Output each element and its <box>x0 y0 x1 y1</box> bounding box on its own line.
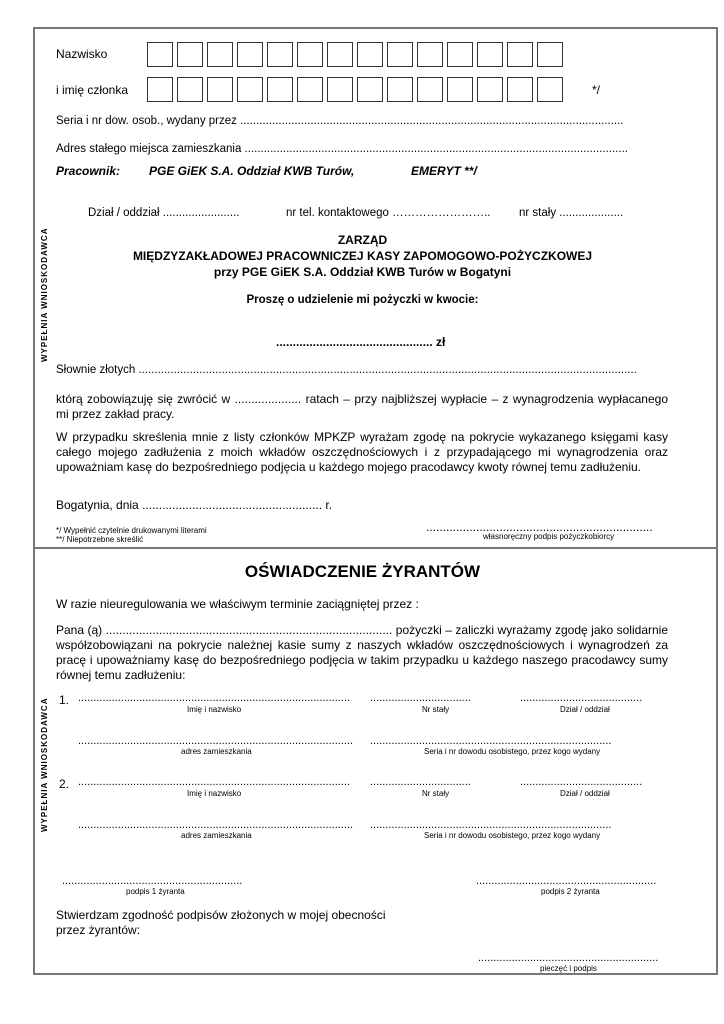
footnote-2: **/ Niepotrzebne skreślić <box>56 535 144 544</box>
repayment-text: którą zobowiązuję się zwrócić w .................... ratach – przy najbliższej wypłacie – z wynagrodzenia wypłacanego mi przez zakład pracy. <box>56 392 668 421</box>
letter-box[interactable] <box>177 42 203 67</box>
surname-boxes[interactable] <box>147 42 563 67</box>
id-issuer-field[interactable]: Seria i nr dow. osob., wydany przez ........................................................................................................................ <box>56 115 624 127</box>
guarantor-2-address-field[interactable]: .......................................................................................... <box>78 819 354 831</box>
guarantors-statement: Pana (ą) ...................................................................................... pożyczki – zaliczki wyrażamy zgodę jako solidarnie współzobowiązani na pokrycie należnej kasie sumy z naszych wkładów oszczędnościowych i wynagrodzeń za pracę i upoważniamy kasę do bezpośredniego podjęcia w takim przypadku u każdego naszego pracodawcy sumy równej temu zadłużeniu: <box>56 623 668 682</box>
guarantor-2-dept-caption: Dział / oddział <box>560 789 610 798</box>
letter-box[interactable] <box>177 77 203 102</box>
footnote-mark: */ <box>592 83 601 97</box>
loan-amount-field[interactable]: ............................................... zł <box>276 335 446 349</box>
guarantor-1-signature-caption: podpis 1 żyranta <box>126 887 185 896</box>
amount-in-words-field[interactable]: Słownie złotych ............................................................................................................................................................ <box>56 364 637 376</box>
guarantor-1-nr-caption: Nr stały <box>422 705 450 714</box>
guarantor-2-name-field[interactable]: ......................................................................................... <box>78 776 350 788</box>
retiree-option[interactable]: EMERYT **/ <box>411 164 477 178</box>
guarantor-2-nr-caption: Nr stały <box>422 789 450 798</box>
letter-box[interactable] <box>237 77 263 102</box>
letter-box[interactable] <box>357 42 383 67</box>
borrower-signature-field[interactable]: .................................................................... <box>426 520 653 534</box>
guarantor-2-id-caption: Seria i nr dowodu osobistego, przez kogo wydany <box>424 831 601 840</box>
guarantor-2-address-caption: adres zamieszkania <box>181 831 252 840</box>
permanent-number-field[interactable]: nr stały .................... <box>519 207 624 219</box>
guarantor-1-nr-field[interactable]: ................................. <box>370 692 471 704</box>
stamp-signature-field[interactable]: ........................................................... <box>478 952 659 964</box>
employer-name: PGE GiEK S.A. Oddział KWB Turów, <box>149 164 355 178</box>
department-field[interactable]: Dział / oddział ........................ <box>88 207 240 219</box>
guarantor-2-dept-field[interactable]: ........................................ <box>520 776 643 788</box>
letter-box[interactable] <box>537 77 563 102</box>
address-field[interactable]: Adres stałego miejsca zamieszkania ........................................................................................................................ <box>56 143 628 155</box>
letter-box[interactable] <box>297 77 323 102</box>
letter-box[interactable] <box>417 42 443 67</box>
guarantor-1-name-caption: Imię i nazwisko <box>187 705 242 714</box>
guarantor-2-number: 2. <box>59 777 70 791</box>
stamp-signature-caption: pieczęć i podpis <box>540 964 597 973</box>
guarantor-2-name-caption: Imię i nazwisko <box>187 789 242 798</box>
letter-box[interactable] <box>357 77 383 102</box>
loan-request-prompt: Proszę o udzielenie mi pożyczki w kwocie: <box>246 294 479 306</box>
firstname-label: i imię członka <box>56 83 129 97</box>
guarantor-1-number: 1. <box>59 693 70 707</box>
guarantor-1-name-field[interactable]: ......................................................................................... <box>78 692 350 704</box>
letter-box[interactable] <box>147 42 173 67</box>
letter-box[interactable] <box>297 42 323 67</box>
letter-box[interactable] <box>327 42 353 67</box>
letter-box[interactable] <box>237 42 263 67</box>
firstname-boxes[interactable] <box>147 77 563 102</box>
date-field[interactable]: Bogatynia, dnia ...................................................... r. <box>56 498 333 512</box>
letter-box[interactable] <box>207 77 233 102</box>
guarantor-1-address-caption: adres zamieszkania <box>181 747 252 756</box>
guarantor-1-id-caption: Seria i nr dowodu osobistego, przez kogo wydany <box>424 747 601 756</box>
letter-box[interactable] <box>267 42 293 67</box>
phone-field[interactable]: nr tel. kontaktowego …………………….. <box>286 207 491 219</box>
borrower-signature-caption: własnoręczny podpis pożyczkobiorcy <box>483 532 615 541</box>
guarantor-1-id-field[interactable]: ............................................................................... <box>370 735 612 747</box>
surname-label: Nazwisko <box>56 47 108 61</box>
letter-box[interactable] <box>477 77 503 102</box>
guarantor-2-signature-caption: podpis 2 żyranta <box>541 887 600 896</box>
letter-box[interactable] <box>507 77 533 102</box>
consent-text: W przypadku skreślenia mnie z listy członków MPKZP wyrażam zgodę na pokrycie wykazanego księgami kasy całego mojego zadłużenia z moich wkładów oszczędnościowych i z przypadającego mi wynagrodzenia oraz upoważniam kasę do bezpośredniego podjęcia u każdego mojego pracodawcy kwoty równej temu zadłużeniu. <box>56 430 668 474</box>
guarantor-1-dept-caption: Dział / oddział <box>560 705 610 714</box>
guarantor-2-id-field[interactable]: ............................................................................... <box>370 819 612 831</box>
letter-box[interactable] <box>507 42 533 67</box>
guarantor-2-nr-field[interactable]: ................................. <box>370 776 471 788</box>
heading-line2: MIĘDZYZAKŁADOWEJ PRACOWNICZEJ KASY ZAPOMOGOWO-POŻYCZKOWEJ <box>132 249 593 263</box>
letter-box[interactable] <box>477 42 503 67</box>
guarantor-2-signature-field[interactable]: ........................................................... <box>476 875 657 887</box>
letter-box[interactable] <box>387 42 413 67</box>
letter-box[interactable] <box>447 42 473 67</box>
letter-box[interactable] <box>207 42 233 67</box>
letter-box[interactable] <box>147 77 173 102</box>
section-divider <box>33 547 718 549</box>
guarantor-1-address-field[interactable]: .......................................................................................... <box>78 735 354 747</box>
guarantor-1-dept-field[interactable]: ........................................ <box>520 692 643 704</box>
letter-box[interactable] <box>267 77 293 102</box>
side-label-top: WYPEŁNIA WNIOSKODAWCA <box>40 227 49 362</box>
footnote-1: */ Wypełnić czytelnie drukowanymi literami <box>56 526 207 535</box>
side-label-bottom: WYPEŁNIA WNIOSKODAWCA <box>40 697 49 832</box>
letter-box[interactable] <box>387 77 413 102</box>
guarantors-title: OŚWIADCZENIE ŻYRANTÓW <box>244 562 481 581</box>
guarantor-1-signature-field[interactable]: ........................................................... <box>62 875 243 887</box>
letter-box[interactable] <box>327 77 353 102</box>
guarantors-intro: W razie nieuregulowania we właściwym terminie zaciągniętej przez : <box>56 597 419 611</box>
letter-box[interactable] <box>537 42 563 67</box>
employee-label: Pracownik: <box>56 164 121 178</box>
letter-box[interactable] <box>417 77 443 102</box>
letter-box[interactable] <box>447 77 473 102</box>
signature-confirmation-text: Stwierdzam zgodność podpisów złożonych w mojej obecności przez żyrantów: <box>56 908 386 937</box>
heading-line1: ZARZĄD <box>337 233 388 247</box>
heading-line3: przy PGE GiEK S.A. Oddział KWB Turów w Bogatyni <box>213 265 512 279</box>
